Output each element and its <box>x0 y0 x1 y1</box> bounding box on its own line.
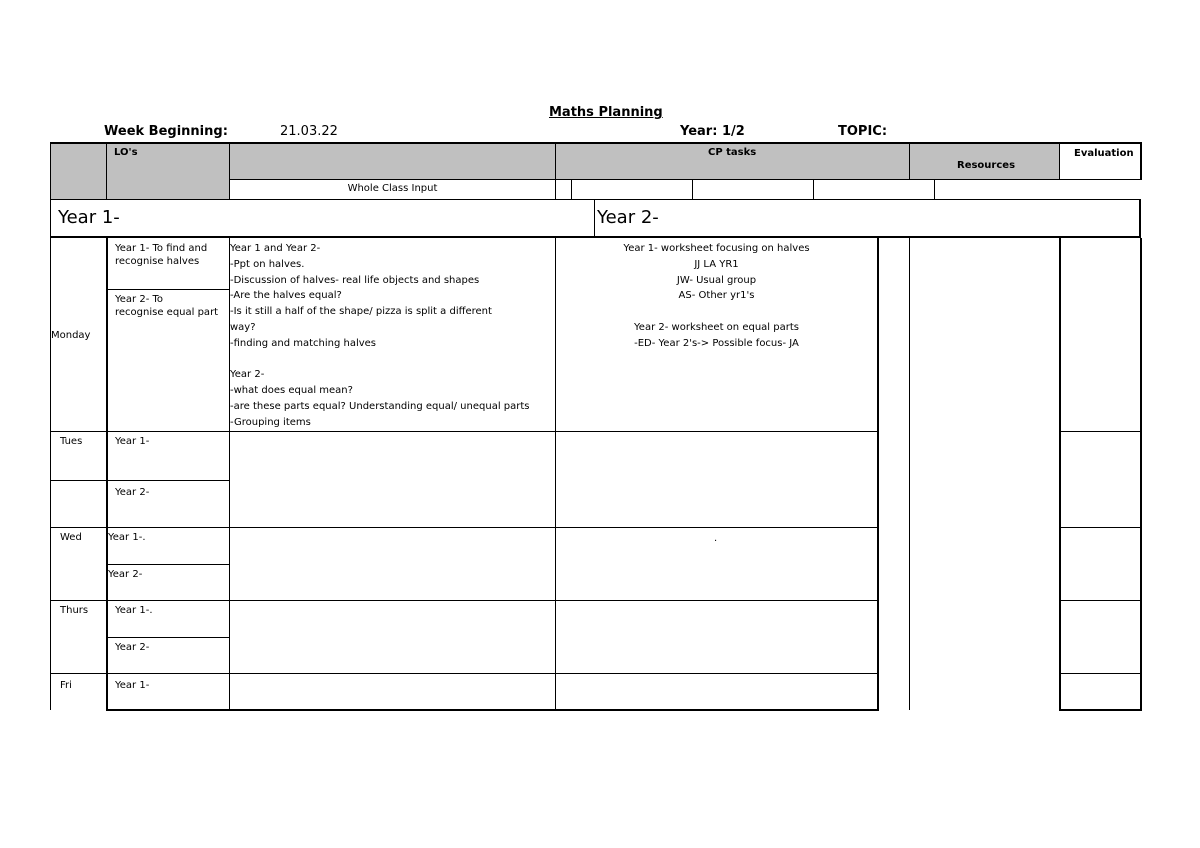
grid-line <box>50 527 878 528</box>
day-fri: Fri <box>60 680 72 691</box>
wed-lo-year1: Year 1-. <box>108 532 146 543</box>
page-title: Maths Planning <box>549 105 663 120</box>
year-banner-row <box>50 199 1141 238</box>
header-line <box>571 179 572 199</box>
grid-line <box>50 238 51 710</box>
header-fill-day <box>50 143 106 199</box>
resources-header: Resources <box>957 160 1016 171</box>
week-beginning-value: 21.03.22 <box>280 124 338 139</box>
header-fill-input <box>230 143 555 179</box>
monday-lo-year2: Year 2- To recognise equal part <box>115 294 219 318</box>
day-thurs: Thurs <box>60 605 89 616</box>
grid-line <box>106 709 879 711</box>
cp-tasks-header: CP tasks <box>708 147 757 158</box>
monday-cp-tasks: Year 1- worksheet focusing on halves JJ LA YR1 JW- Usual group AS- Other yr1's Year 2- worksheet on equal parts -ED- Year 2's-> Possible focus- JA <box>623 243 810 349</box>
grid-line <box>106 637 230 638</box>
header-line <box>1059 142 1060 180</box>
grid-line <box>106 289 230 290</box>
tues-lo-year1: Year 1- <box>115 436 150 447</box>
monday-lo-year1: Year 1- To find and recognise halves <box>115 243 208 267</box>
grid-line <box>106 238 108 711</box>
banner-divider <box>594 199 595 237</box>
grid-line <box>1060 600 1141 601</box>
header-line <box>909 142 910 180</box>
grid-line <box>1060 673 1141 674</box>
grid-line <box>50 673 878 674</box>
year2-banner: Year 2- <box>597 207 659 228</box>
grid-line <box>1060 709 1141 711</box>
day-tues: Tues <box>60 436 83 447</box>
grid-line <box>1060 431 1141 432</box>
thurs-lo-year1: Year 1-. <box>115 605 153 616</box>
day-monday: Monday <box>51 330 91 341</box>
evaluation-header: Evaluation <box>1074 148 1134 159</box>
week-beginning-label: Week Beginning: <box>104 124 228 139</box>
year1-banner: Year 1- <box>58 207 120 228</box>
grid-line <box>1060 527 1141 528</box>
grid-line <box>877 238 879 711</box>
header-line <box>1140 142 1142 180</box>
header-line <box>692 179 693 199</box>
los-header: LO's <box>114 147 138 158</box>
header-line <box>555 142 556 200</box>
grid-line <box>50 600 878 601</box>
topic-label: TOPIC: <box>838 124 888 139</box>
grid-line <box>106 564 230 565</box>
fri-lo-year1: Year 1- <box>115 680 150 691</box>
whole-class-input-header: Whole Class Input <box>347 183 438 194</box>
grid-line <box>50 431 878 432</box>
header-line <box>934 179 935 199</box>
grid-line <box>50 480 230 481</box>
header-line <box>813 179 814 199</box>
wed-cp-mark: . <box>714 533 718 544</box>
thurs-lo-year2: Year 2- <box>115 642 150 653</box>
grid-line <box>909 238 910 710</box>
day-wed: Wed <box>60 532 82 543</box>
header-line <box>50 142 51 200</box>
wed-lo-year2: Year 2- <box>108 569 143 580</box>
grid-line <box>1059 238 1061 711</box>
header-line <box>229 142 230 200</box>
tues-lo-year2: Year 2- <box>115 487 150 498</box>
header-line <box>229 179 1141 180</box>
monday-whole-class-input: Year 1 and Year 2- -Ppt on halves. -Discussion of halves- real life objects and shapes -Are the halves equal? -Is it still a half of the shape/ pizza is split a different way? -finding and matching halves Year 2- -what does equal mean? -are these parts equal? Understanding equal/ unequal parts -Grouping items <box>230 243 530 428</box>
header-top-line <box>50 142 1141 144</box>
grid-line <box>1140 238 1142 711</box>
year-label: Year: 1/2 <box>680 124 745 139</box>
header-line <box>106 142 107 200</box>
